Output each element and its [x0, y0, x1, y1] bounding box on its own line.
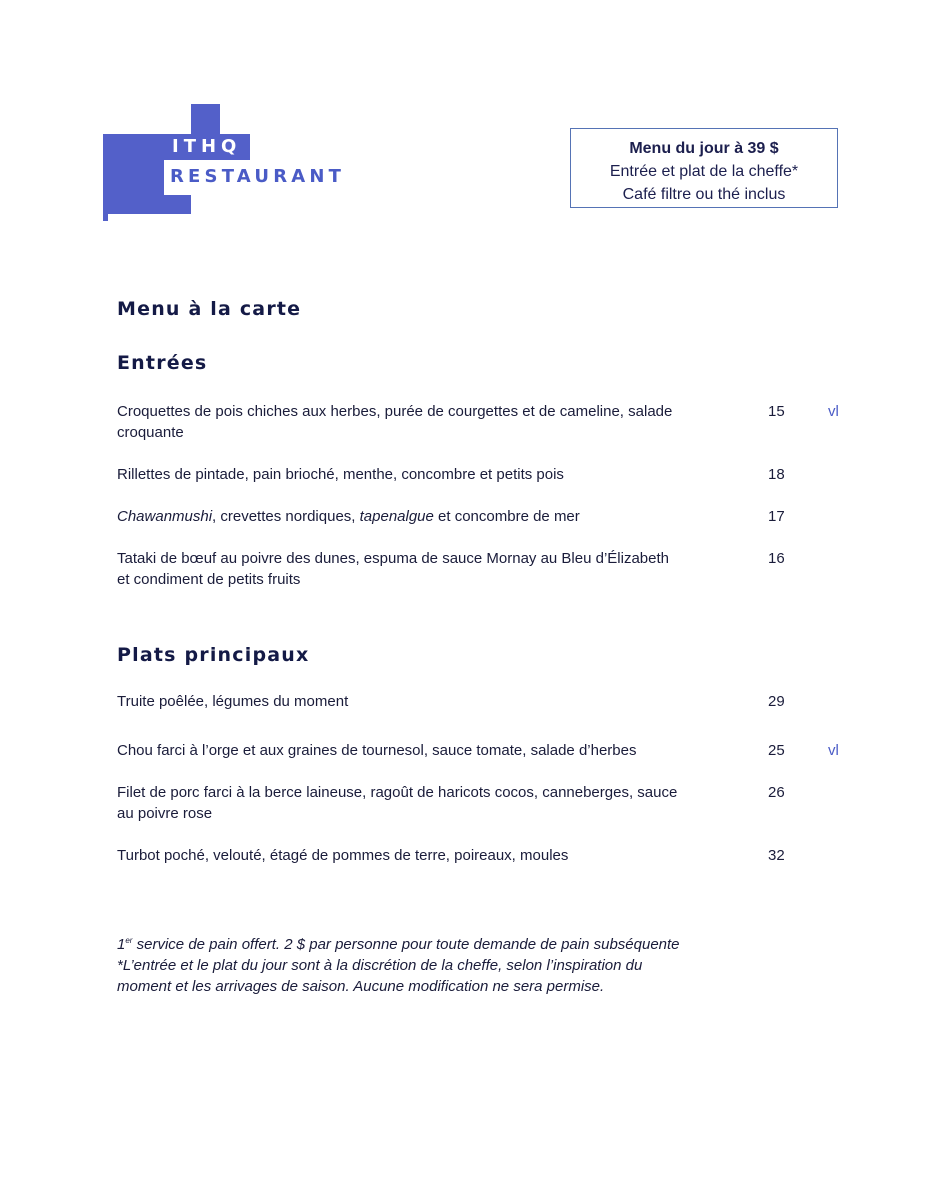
item-line: croquante [117, 424, 184, 441]
item-text: et concombre de mer [433, 508, 580, 525]
logo-mark [0, 0, 360, 230]
ithq-restaurant-logo [0, 0, 360, 230]
entree-item-3 [117, 506, 757, 527]
daily-menu-title: Menu du jour à 39 $ [629, 140, 779, 157]
entree-item-4 [117, 548, 757, 590]
item-text: , crevettes nordiques, [212, 508, 360, 525]
plat-price-2: 25 [768, 742, 785, 759]
daily-menu-line-3: Café filtre ou thé inclus [622, 186, 786, 203]
entree-item-2: Rillettes de pintade, pain brioché, menthe, concombre et petits pois [117, 466, 564, 483]
footnote-daily-line-1: *L’entrée et le plat du jour sont à la discrétion de la cheffe, selon l’inspiration du [117, 957, 643, 974]
entree-price-4: 16 [768, 550, 785, 567]
entree-price-3: 17 [768, 508, 785, 525]
item-line: Tataki de bœuf au poivre des dunes, espuma de sauce Mornay au Bleu d’Élizabeth [117, 550, 669, 567]
plat-item-3 [117, 782, 757, 824]
footnote-daily-line-2: moment et les arrivages de saison. Aucune modification ne sera permise. [117, 978, 605, 995]
footnotes [117, 930, 777, 997]
footnote-sup: er [125, 936, 133, 945]
item-line: Croquettes de pois chiches aux herbes, purée de courgettes et de cameline, salade [117, 403, 673, 420]
menu-heading: Menu à la carte [117, 298, 302, 320]
plat-item-2: Chou farci à l’orge et aux graines de tournesol, sauce tomate, salade d’herbes [117, 742, 637, 759]
item-line: Filet de porc farci à la berce laineuse, ragoût de haricots cocos, canneberges, sauce [117, 784, 678, 801]
plat-tag-2: vl [828, 742, 839, 759]
footnote-bread [117, 930, 777, 955]
plats-heading: Plats principaux [117, 644, 310, 666]
entree-item-1 [117, 401, 757, 443]
plat-item-4: Turbot poché, velouté, étagé de pommes de terre, poireaux, moules [117, 847, 569, 864]
plat-price-4: 32 [768, 847, 785, 864]
entrees-heading: Entrées [117, 352, 208, 374]
daily-menu-box [570, 128, 838, 208]
footnote-text: service de pain offert. 2 $ par personne pour toute demande de pain subséquente [132, 936, 680, 953]
item-italic: tapenalgue [359, 508, 434, 525]
entree-price-2: 18 [768, 466, 785, 483]
plat-item-1: Truite poêlée, légumes du moment [117, 693, 349, 710]
logo-text-restaurant: RESTAURANT [170, 166, 346, 187]
logo-text-ithq: ITHQ [172, 136, 242, 157]
entree-price-1: 15 [768, 403, 785, 420]
daily-menu-line-2: Entrée et plat de la cheffe* [609, 163, 799, 180]
plat-price-1: 29 [768, 693, 785, 710]
item-line: et condiment de petits fruits [117, 571, 301, 588]
item-line: au poivre rose [117, 805, 213, 822]
entree-tag-1: vl [828, 403, 839, 420]
plat-price-3: 26 [768, 784, 785, 801]
footnote-num: 1 [117, 936, 126, 953]
item-italic: Chawanmushi [117, 508, 213, 525]
